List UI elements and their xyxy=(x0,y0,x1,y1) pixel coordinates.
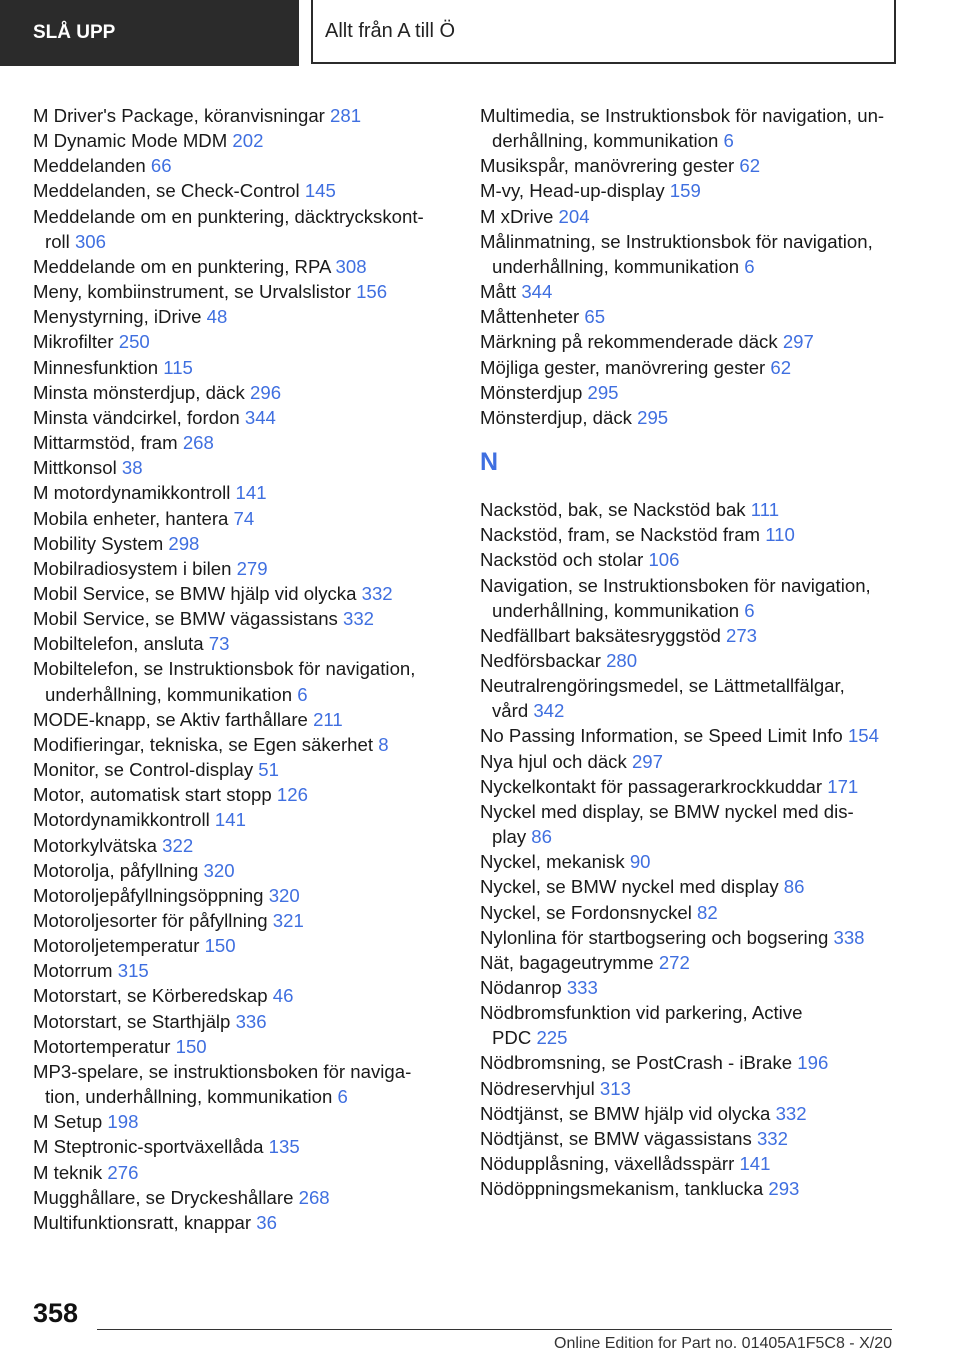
index-entry xyxy=(33,455,451,480)
index-entry xyxy=(480,405,920,430)
page-link[interactable]: 65 xyxy=(584,306,606,328)
page-link[interactable]: 338 xyxy=(833,926,865,948)
page-link[interactable]: 295 xyxy=(587,381,619,403)
entry-term: Meddelanden xyxy=(33,155,146,177)
entry-term: underhållning, kommunikation xyxy=(492,255,740,277)
entry-term: Mugghållare, se Dryckeshållare xyxy=(33,1186,294,1208)
index-entry xyxy=(33,606,451,631)
page-link[interactable]: 332 xyxy=(361,582,393,604)
entry-term: Motorstart, se Körberedskap xyxy=(33,985,268,1007)
index-entry xyxy=(480,547,920,572)
index-entry xyxy=(480,573,920,623)
entry-term: underhållning, kommunikation xyxy=(492,599,740,621)
index-entry xyxy=(33,908,451,933)
entry-term: No Passing Information, se Speed Limit Info xyxy=(480,725,843,747)
page-link[interactable]: 66 xyxy=(150,155,172,177)
entry-term: tion, underhållning, kommunikation xyxy=(45,1086,333,1108)
page-link[interactable]: 296 xyxy=(250,381,282,403)
entry-term: Mönsterdjup, däck xyxy=(480,406,632,428)
page-link[interactable]: 46 xyxy=(272,985,294,1007)
index-entry xyxy=(480,380,920,405)
entry-term: Minnesfunktion xyxy=(33,356,159,378)
entry-term: Nackstöd och stolar xyxy=(480,549,644,571)
page-link[interactable]: 135 xyxy=(268,1136,300,1158)
page-link[interactable]: 110 xyxy=(765,524,795,546)
entry-term: Nedfällbart baksätesryggstöd xyxy=(480,624,721,646)
index-entry xyxy=(33,656,451,706)
index-entry xyxy=(480,329,920,354)
entry-term: Mobiltelefon, ansluta xyxy=(33,633,204,655)
index-entry xyxy=(33,556,451,581)
page-link[interactable]: 332 xyxy=(775,1102,807,1124)
page-link[interactable]: 6 xyxy=(337,1086,348,1108)
index-entry xyxy=(33,732,451,757)
chapter-title: Allt från A till Ö xyxy=(311,0,896,64)
page-link[interactable]: 320 xyxy=(268,884,300,906)
entry-term: Nödöppningsmekanism, tanklucka xyxy=(480,1178,764,1200)
entry-term: Nya hjul och däck xyxy=(480,750,627,772)
index-entry xyxy=(33,631,451,656)
page-link[interactable]: 281 xyxy=(330,105,362,126)
page-link[interactable]: 211 xyxy=(313,708,343,730)
index-entry xyxy=(480,103,920,153)
index-entry xyxy=(33,933,451,958)
index-entry xyxy=(33,782,451,807)
page-link[interactable]: 141 xyxy=(235,482,267,504)
index-entry xyxy=(33,858,451,883)
entry-term: Motorolja, påfyllning xyxy=(33,859,199,881)
page-link[interactable]: 297 xyxy=(782,331,814,353)
entry-term: Motorstart, se Starthjälp xyxy=(33,1010,231,1032)
page-header xyxy=(0,0,960,66)
index-entry xyxy=(480,1076,920,1101)
page-link[interactable]: 333 xyxy=(566,977,598,998)
page-link[interactable]: 6 xyxy=(297,683,308,705)
page-link[interactable]: 272 xyxy=(658,951,690,973)
index-entry xyxy=(480,204,920,229)
index-entry xyxy=(33,480,451,505)
entry-term: M Setup xyxy=(33,1111,103,1133)
entry-term: Motortemperatur xyxy=(33,1035,171,1057)
page-link[interactable]: 145 xyxy=(304,180,336,202)
entry-term: Nackstöd, fram, se Nackstöd fram xyxy=(480,524,761,546)
page-link[interactable]: 342 xyxy=(533,700,565,722)
page-link[interactable]: 141 xyxy=(214,809,246,831)
index-entry xyxy=(480,497,920,522)
page-link[interactable]: 171 xyxy=(827,775,859,797)
entry-term: Nyckelkontakt för passagerarkrockkuddar xyxy=(480,775,823,797)
index-entry xyxy=(33,581,451,606)
page-link[interactable]: 156 xyxy=(356,281,388,303)
page-link[interactable]: 74 xyxy=(233,507,255,529)
index-entry xyxy=(33,1009,451,1034)
entry-term: derhållning, kommunikation xyxy=(492,130,719,152)
entry-term: Mittarmstöd, fram xyxy=(33,432,178,454)
page-link[interactable]: 126 xyxy=(276,784,308,806)
page-link[interactable]: 268 xyxy=(298,1186,330,1208)
entry-term: Menystyrning, iDrive xyxy=(33,306,202,328)
footer-divider xyxy=(97,1329,892,1330)
index-entry xyxy=(33,1059,451,1109)
index-entry xyxy=(33,1185,451,1210)
index-entry xyxy=(33,707,451,732)
page-link[interactable]: 36 xyxy=(256,1211,277,1233)
page-link[interactable]: 276 xyxy=(107,1161,139,1183)
entry-term: M xDrive xyxy=(480,205,554,227)
index-entry xyxy=(33,1160,451,1185)
index-entry xyxy=(33,103,451,128)
page-link[interactable]: 336 xyxy=(235,1010,267,1032)
entry-term: Motoroljesorter för påfyllning xyxy=(33,910,268,931)
page-link[interactable]: 202 xyxy=(232,130,264,152)
entry-term: Meddelande om en punktering, däcktryckskont- xyxy=(33,205,424,227)
index-entry xyxy=(33,355,451,380)
index-entry xyxy=(480,304,920,329)
index-entry xyxy=(480,950,920,975)
page-link[interactable]: 150 xyxy=(204,935,236,957)
entry-term: Monitor, se Control-display xyxy=(33,759,254,781)
index-entry xyxy=(33,531,451,556)
page-link[interactable]: 86 xyxy=(783,876,805,898)
entry-term: roll xyxy=(45,230,70,252)
entry-term: Nödreservhjul xyxy=(480,1077,595,1099)
page-link[interactable]: 86 xyxy=(531,826,552,848)
page-link[interactable]: 6 xyxy=(744,255,755,277)
entry-term: Nyckel, se Fordonsnyckel xyxy=(480,901,692,923)
page-link[interactable]: 332 xyxy=(756,1127,788,1149)
index-entry xyxy=(480,673,920,723)
entry-term: MP3-spelare, se instruktionsboken för naviga- xyxy=(33,1060,412,1082)
index-entry xyxy=(33,757,451,782)
index-entry xyxy=(33,304,451,329)
page-link[interactable]: 150 xyxy=(175,1035,207,1057)
page-link[interactable]: 154 xyxy=(847,725,879,747)
index-entry xyxy=(480,1101,920,1126)
page-link[interactable]: 273 xyxy=(726,624,758,646)
entry-term: Musikspår, manövrering gester xyxy=(480,155,735,177)
entry-term: Motoroljepåfyllningsöppning xyxy=(33,884,264,906)
page-link[interactable]: 225 xyxy=(536,1027,568,1049)
page-link[interactable]: 111 xyxy=(750,499,780,521)
entry-term: Nödtjänst, se BMW vägassistans xyxy=(480,1127,752,1149)
entry-term: underhållning, kommunikation xyxy=(45,683,293,705)
page-link[interactable]: 315 xyxy=(117,960,149,982)
entry-term: Mikrofilter xyxy=(33,331,114,353)
entry-term: Nyckel, mekanisk xyxy=(480,851,625,873)
entry-term: Mobil Service, se BMW hjälp vid olycka xyxy=(33,582,357,604)
edition-text: Online Edition for Part no. 01405A1F5C8 - X/20 xyxy=(554,1335,892,1352)
entry-term: Motor, automatisk start stopp xyxy=(33,784,272,806)
page-link[interactable]: 198 xyxy=(107,1111,139,1133)
page-link[interactable]: 38 xyxy=(121,457,143,479)
page-link[interactable]: 90 xyxy=(629,851,651,873)
index-entry xyxy=(33,128,451,153)
entry-term: Nödanrop xyxy=(480,977,562,998)
page-link[interactable]: 344 xyxy=(244,406,276,428)
entry-term: Minsta mönsterdjup, däck xyxy=(33,381,245,403)
page-link[interactable]: 268 xyxy=(182,432,214,454)
entry-term: Nylonlina för startbogsering och bogsering xyxy=(480,926,829,948)
page-link[interactable]: 306 xyxy=(74,230,106,252)
entry-term: M Steptronic-sportväxellåda xyxy=(33,1136,264,1158)
index-entry xyxy=(33,807,451,832)
page-link[interactable]: 279 xyxy=(236,557,268,579)
entry-term: Multifunktionsratt, knappar xyxy=(33,1211,252,1233)
index-entry xyxy=(33,329,451,354)
entry-term: Meddelanden, se Check-Control xyxy=(33,180,300,202)
entry-term: Mobility System xyxy=(33,532,164,554)
entry-term: M motordynamikkontroll xyxy=(33,482,231,504)
index-entry xyxy=(480,749,920,774)
index-entry xyxy=(480,975,920,1000)
index-entry xyxy=(33,1210,451,1235)
page-link[interactable]: 250 xyxy=(118,331,150,353)
entry-term: Möjliga gester, manövrering gester xyxy=(480,356,766,378)
entry-term: MODE-knapp, se Aktiv farthållare xyxy=(33,708,308,730)
index-entry xyxy=(33,405,451,430)
entry-term: Nackstöd, bak, se Nackstöd bak xyxy=(480,499,746,521)
index-entry xyxy=(480,522,920,547)
entry-term: Mobilradiosystem i bilen xyxy=(33,557,232,579)
page-link[interactable]: 280 xyxy=(606,649,638,671)
page-link[interactable]: 73 xyxy=(208,633,230,655)
page-link[interactable]: 115 xyxy=(163,356,193,378)
index-entry xyxy=(480,925,920,950)
index-entry xyxy=(480,229,920,279)
page-link[interactable]: 321 xyxy=(272,910,304,931)
index-entry xyxy=(480,1151,920,1176)
entry-term: Målinmatning, se Instruktionsbok för navigation, xyxy=(480,230,873,252)
index-entry xyxy=(33,1034,451,1059)
entry-term: Nät, bagageutrymme xyxy=(480,951,654,973)
entry-term: Nödtjänst, se BMW hjälp vid olycka xyxy=(480,1102,771,1124)
entry-term: M teknik xyxy=(33,1161,103,1183)
entry-term: Nödbromsning, se PostCrash - iBrake xyxy=(480,1052,793,1074)
index-entry xyxy=(33,204,451,254)
index-entry xyxy=(33,380,451,405)
entry-term: Mittkonsol xyxy=(33,457,117,479)
index-entry xyxy=(480,623,920,648)
entry-term: Modifieringar, tekniska, se Egen säkerhet xyxy=(33,733,374,755)
entry-term: Nedförsbackar xyxy=(480,649,601,671)
index-entry xyxy=(480,723,920,748)
index-entry xyxy=(480,1176,920,1201)
index-entry xyxy=(33,883,451,908)
entry-term: Motordynamikkontroll xyxy=(33,809,210,831)
index-entry xyxy=(33,1134,451,1159)
index-entry xyxy=(33,153,451,178)
page-link[interactable]: 313 xyxy=(599,1077,631,1099)
page-link[interactable]: 48 xyxy=(206,306,228,328)
index-entry xyxy=(33,958,451,983)
entry-term: Meny, kombiinstrument, se Urvalslistor xyxy=(33,281,351,303)
page-link[interactable]: 196 xyxy=(797,1052,829,1074)
page-link[interactable]: 62 xyxy=(770,356,792,378)
nav-tab-sla-upp[interactable]: SLÅ UPP xyxy=(0,0,299,66)
entry-term: M Dynamic Mode MDM xyxy=(33,130,228,152)
entry-term: Navigation, se Instruktionsboken för navigation, xyxy=(480,574,871,596)
index-entry xyxy=(33,279,451,304)
entry-term: Motoroljetemperatur xyxy=(33,935,200,957)
entry-term: Nödbromsfunktion vid parkering, Active xyxy=(480,1002,803,1024)
entry-term: Neutralrengöringsmedel, se Lättmetallfälgar, xyxy=(480,675,845,697)
index-entry xyxy=(480,774,920,799)
index-entry xyxy=(480,874,920,899)
page-link[interactable]: 141 xyxy=(739,1153,771,1175)
entry-term: Mönsterdjup xyxy=(480,381,583,403)
index-entry xyxy=(33,506,451,531)
index-entry xyxy=(480,153,920,178)
section-letter-n: N xyxy=(480,448,499,477)
index-entry xyxy=(480,799,920,849)
index-entry xyxy=(480,279,920,304)
index-entry xyxy=(480,1000,920,1050)
page-link[interactable]: 204 xyxy=(558,205,590,227)
index-entry xyxy=(33,430,451,455)
index-entry xyxy=(480,178,920,203)
index-column-right xyxy=(480,103,920,1201)
entry-term: Mobiltelefon, se Instruktionsbok för navigation, xyxy=(33,658,416,680)
entry-term: Nyckel med display, se BMW nyckel med dis- xyxy=(480,800,854,822)
entry-term: play xyxy=(492,826,527,848)
entry-term: M Driver's Package, köranvisningar xyxy=(33,105,325,126)
page-link[interactable]: 6 xyxy=(723,130,734,152)
entry-term: M-vy, Head-up-display xyxy=(480,180,665,202)
index-entry xyxy=(480,900,920,925)
index-entry xyxy=(33,178,451,203)
page-link[interactable]: 159 xyxy=(669,180,701,202)
page-link[interactable]: 51 xyxy=(258,759,279,781)
page-link[interactable]: 295 xyxy=(637,406,669,428)
entry-term: Motorkylvätska xyxy=(33,834,157,856)
page-link[interactable]: 298 xyxy=(168,532,200,554)
entry-term: Multimedia, se Instruktionsbok för navigation, un- xyxy=(480,105,885,126)
index-entry xyxy=(480,849,920,874)
page-link[interactable]: 320 xyxy=(203,859,235,881)
entry-term: vård xyxy=(492,700,529,722)
page-link[interactable]: 8 xyxy=(378,733,389,755)
index-entry xyxy=(480,355,920,380)
page-link[interactable]: 332 xyxy=(343,608,375,630)
entry-term: Mobila enheter, hantera xyxy=(33,507,229,529)
index-group-n xyxy=(480,497,920,1201)
entry-term: Mobil Service, se BMW vägassistans xyxy=(33,608,338,630)
entry-term: Meddelande om en punktering, RPA xyxy=(33,255,331,277)
entry-term: Märkning på rekommenderade däck xyxy=(480,331,778,353)
index-entry xyxy=(480,1050,920,1075)
page-link[interactable]: 62 xyxy=(739,155,761,177)
page-link[interactable]: 322 xyxy=(162,834,194,856)
index-entry xyxy=(33,1109,451,1134)
page-link[interactable]: 293 xyxy=(768,1178,800,1200)
entry-term: Nyckel, se BMW nyckel med display xyxy=(480,876,779,898)
index-entry xyxy=(480,648,920,673)
index-entry xyxy=(480,1126,920,1151)
entry-term: PDC xyxy=(492,1027,532,1049)
entry-term: Nödupplåsning, växellådsspärr xyxy=(480,1153,735,1175)
page-link[interactable]: 82 xyxy=(697,901,718,923)
entry-term: Mått xyxy=(480,281,517,303)
index-entry xyxy=(33,254,451,279)
entry-term: Måttenheter xyxy=(480,306,580,328)
index-entry xyxy=(33,833,451,858)
index-entry xyxy=(33,983,451,1008)
page-link[interactable]: 6 xyxy=(744,599,755,621)
page-link[interactable]: 308 xyxy=(335,255,367,277)
entry-term: Minsta vändcirkel, fordon xyxy=(33,406,240,428)
index-group-m xyxy=(480,103,920,430)
page-link[interactable]: 344 xyxy=(521,281,553,303)
index-column-left xyxy=(33,103,451,1235)
page-number: 358 xyxy=(33,1298,79,1328)
page-link[interactable]: 106 xyxy=(648,549,680,571)
page-link[interactable]: 297 xyxy=(631,750,663,772)
entry-term: Motorrum xyxy=(33,960,113,982)
